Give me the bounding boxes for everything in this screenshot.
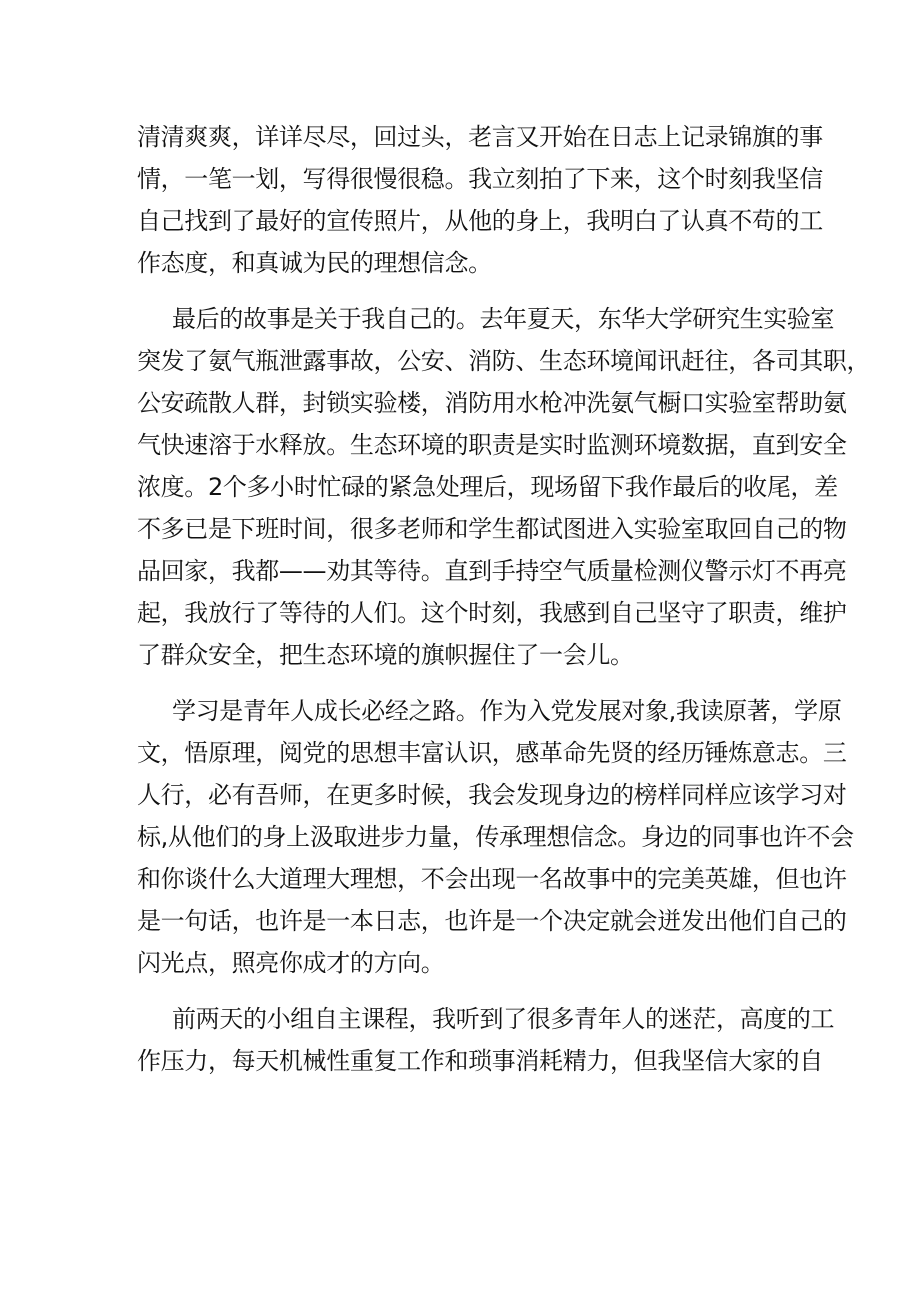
paragraph-spacer xyxy=(137,676,797,690)
paragraph-line: 品回家，我都——劝其等待。直到手持空气质量检测仪警示灯不再亮 xyxy=(137,557,847,585)
paragraph-line: 不多已是下班时间，很多老师和学生都试图进入实验室取回自己的物 xyxy=(137,515,847,543)
paragraph-line: 公安疏散人群，封锁实验楼，消防用水枪冲洗氨气橱口实验室帮助氨 xyxy=(137,389,847,417)
paragraph-line: 是一句话，也许是一本日志，也许是一个决定就会迸发出他们自己的 xyxy=(137,907,847,935)
paragraph-line: 文，悟原理，阅党的思想丰富认识，感革命先贤的经历锤炼意志。三 xyxy=(137,739,847,767)
paragraph-line: 浓度。2个多小时忙碌的紧急处理后，现场留下我作最后的收尾，差 xyxy=(137,473,838,501)
paragraph xyxy=(137,998,835,1082)
paragraph-line: 作压力，每天机械性重复工作和琐事消耗精力，但我坚信大家的自 xyxy=(137,1047,823,1075)
paragraph-line: 学习是青年人成长必经之路。作为入党发展对象,我读原著，学原 xyxy=(172,697,842,725)
paragraph xyxy=(137,116,823,284)
paragraph-line: 前两天的小组自主课程，我听到了很多青年人的迷茫，高度的工 xyxy=(172,1005,835,1033)
document-body xyxy=(137,116,871,1082)
paragraph-line: 情，一笔一划，写得很慢很稳。我立刻拍了下来，这个时刻我坚信 xyxy=(137,165,823,193)
paragraph-line: 人行，必有吾师，在更多时候，我会发现身边的榜样同样应该学习对 xyxy=(137,781,847,809)
paragraph-line: 闪光点，照亮你成才的方向。 xyxy=(137,949,445,977)
paragraph-line: 作态度，和真诚为民的理想信念。 xyxy=(137,249,492,277)
paragraph-line: 突发了氨气瓶泄露事故，公安、消防、生态环境闻讯赶往，各司其职， xyxy=(137,347,871,375)
paragraph-line: 清清爽爽，详详尽尽，回过头，老言又开始在日志上记录锦旗的事 xyxy=(137,123,823,151)
paragraph xyxy=(137,690,854,984)
paragraph-line: 起，我放行了等待的人们。这个时刻，我感到自己坚守了职责，维护 xyxy=(137,599,847,627)
paragraph-spacer xyxy=(137,284,797,298)
paragraph-line: 最后的故事是关于我自己的。去年夏天，东华大学研究生实验室 xyxy=(172,305,835,333)
paragraph-line: 和你谈什么大道理大理想，不会出现一名故事中的完美英雄，但也许 xyxy=(137,865,847,893)
paragraph-line: 了群众安全，把生态环境的旗帜握住了一会儿。 xyxy=(137,641,634,669)
paragraph-line: 标,从他们的身上汲取进步力量，传承理想信念。身边的同事也许不会 xyxy=(137,823,854,851)
paragraph-spacer xyxy=(137,984,797,998)
paragraph xyxy=(137,298,871,676)
paragraph-line: 自己找到了最好的宣传照片，从他的身上，我明白了认真不苟的工 xyxy=(137,207,823,235)
paragraph-line: 气快速溶于水释放。生态环境的职责是实时监测环境数据，直到安全 xyxy=(137,431,847,459)
